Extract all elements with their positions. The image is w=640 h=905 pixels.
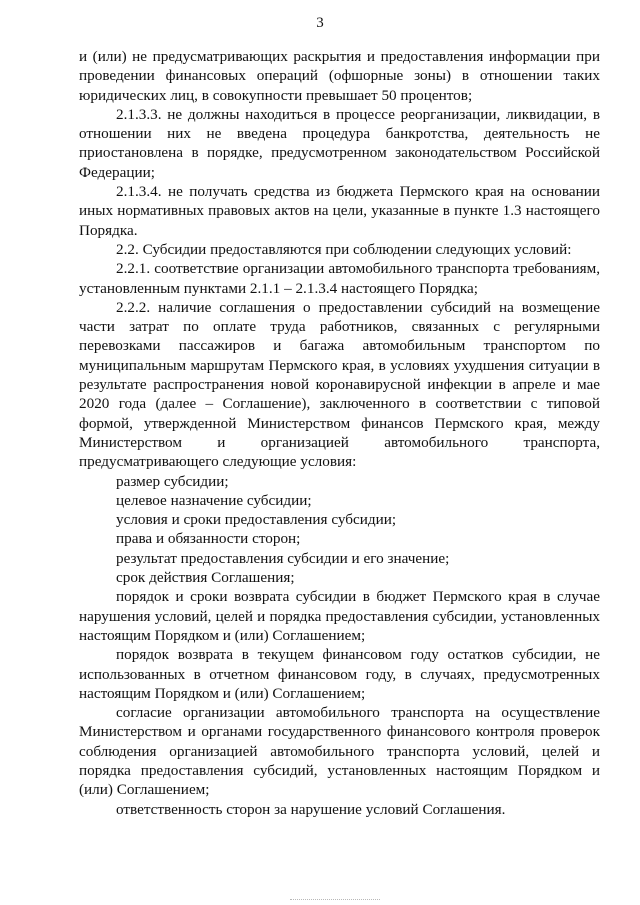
document-body [79,47,600,819]
paragraph-2-1-3-4: 2.1.3.4. не получать средства из бюджета Пермского края на основании иных нормативных правовых актов на цели, указанные в пункте 1.3 настоящего Порядка. [79,183,600,239]
paragraph-responsibility: ответственность сторон за нарушение условий Соглашения. [116,800,506,818]
condition-item: условия и сроки предоставления субсидии; [116,511,397,529]
paragraph-2-2-2: 2.2.2. наличие соглашения о предоставлении субсидий на возмещение части затрат по оплате труда работников, связанных с регулярными перевозками пассажиров и багажа автомобильным транспортом по муниципальным маршрутам Пермского края, в условиях ухудшения ситуации в результате распространения новой коронавирусной инфекции в апреле и мае 2020 года (далее – Соглашение), заключенного в соответствии с типовой формой, утвержденной Министерством финансов Пермского края, между Министерством и организацией автомобильного транспорта, предусматривающего следующие условия: [79,298,600,471]
condition-item: размер субсидии; [116,472,229,490]
condition-item: права и обязанности сторон; [116,530,301,548]
paragraph-return-procedure: порядок и сроки возврата субсидии в бюджет Пермского края в случае нарушения условий, целей и порядка предоставления субсидии, установленных настоящим Порядком и (или) Соглашением; [79,588,600,644]
paragraph-2-2: 2.2. Субсидии предоставляются при соблюдении следующих условий: [116,240,572,258]
paragraph-2-2-1: 2.2.1. соответствие организации автомобильного транспорта требованиям, установленным пунктами 2.1.1 – 2.1.3.4 настоящего Порядка; [79,260,600,297]
paragraph-balance-return: порядок возврата в текущем финансовом году остатков субсидии, не использованных в отчетном финансовом году, в случаях, предусмотренных настоящим Порядком и (или) Соглашением; [79,646,600,702]
condition-item: результат предоставления субсидии и его значение; [116,549,450,567]
scan-edge-mark [290,899,380,900]
paragraph-2-1-3-3: 2.1.3.3. не должны находиться в процессе реорганизации, ликвидации, в отношении них не введена процедура банкротства, деятельность не приостановлена в порядке, предусмотренном законодательством Российской Федерации; [79,105,600,181]
page-number: 3 [316,15,324,31]
condition-item: целевое назначение субсидии; [116,491,312,509]
condition-item: срок действия Соглашения; [116,569,295,587]
paragraph-continuation: и (или) не предусматривающих раскрытия и предоставления информации при проведении финансовых операций (офшорные зоны) в отношении таких юридических лиц, в совокупности превышает 50 процентов; [79,48,600,104]
paragraph-control-consent: согласие организации автомобильного транспорта на осуществление Министерством и органами государственного финансового контроля проверок соблюдения организацией автомобильного транспорта условий, целей и порядка предоставления субсидий, установленных настоящим Порядком и (или) Соглашением; [79,704,600,799]
